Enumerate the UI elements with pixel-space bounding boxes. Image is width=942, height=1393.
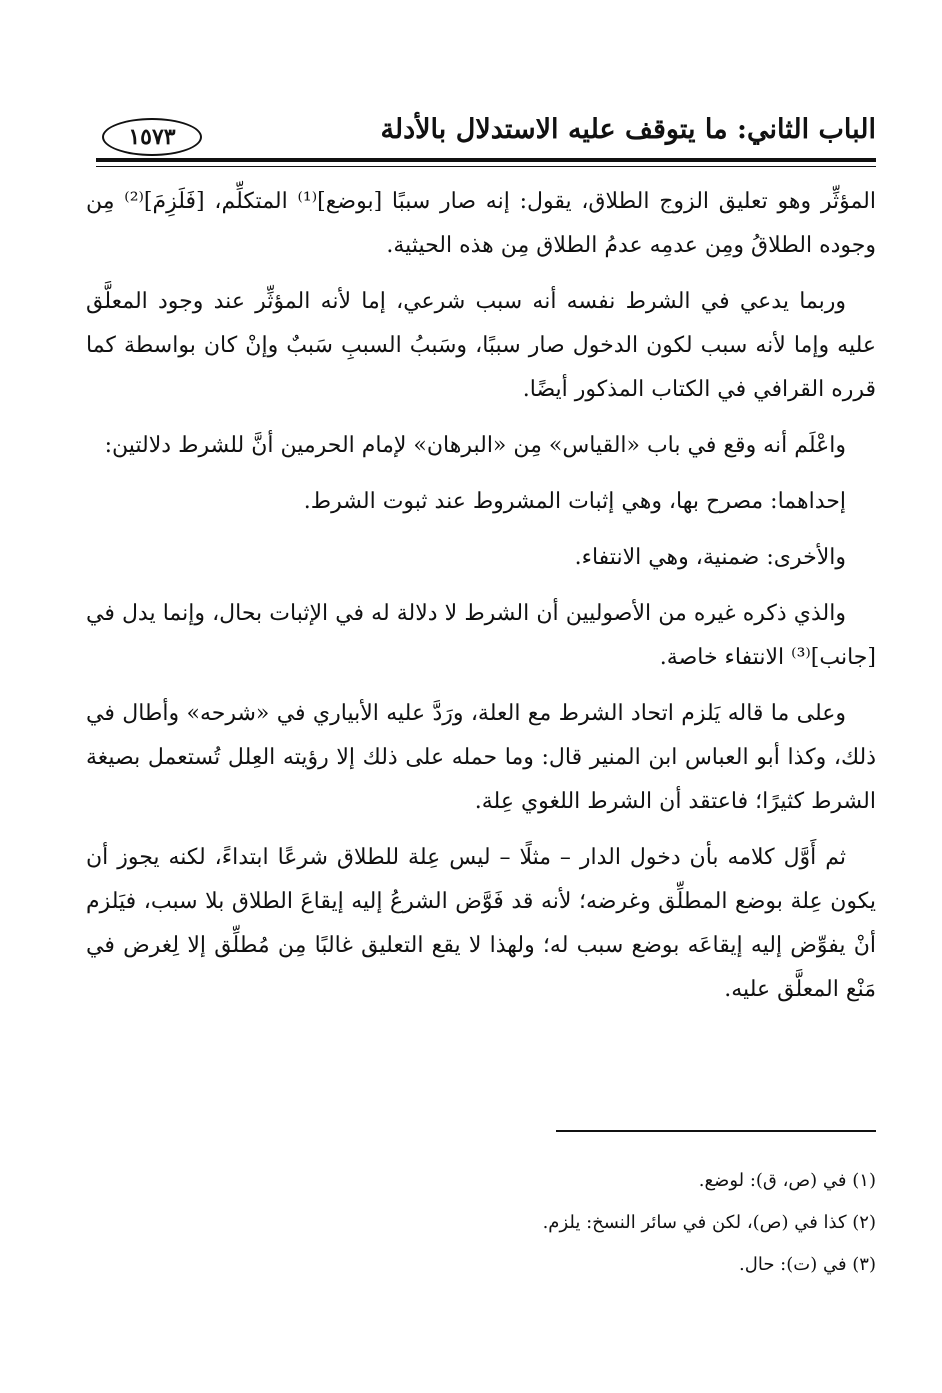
header-rule-thin: [96, 166, 876, 167]
paragraph: والأخرى: ضمنية، وهي الانتفاء.: [574, 545, 846, 570]
paragraph: واعْلَم أنه وقع في باب «القياس» مِن «البرهان» لإمام الحرمين أنَّ للشرط دلالتين:: [104, 433, 846, 458]
main-text: [86, 180, 876, 1024]
paragraph: إحداهما: مصرح بها، وهي إثبات المشروط عند ثبوت الشرط.: [303, 489, 846, 514]
paragraph: ثم أَوَّل كلامه بأن دخول الدار – مثلًا – ليس عِلة للطلاق شرعًا ابتداءً، لكنه يجوز أن يكون عِلة بوضع المطلِّق وغرضه؛ لأنه قد فَوَّض الشرعُ إليه إيقاعَ الطلاق بلا سبب، فيَلزم أنْ يفوِّض إليه إيقاعَه بوضع سبب له؛ ولهذا لا يقع التعليق غالبًا مِن مُطلِّق إلا لِغرض في مَنْع المعلَّق عليه.: [86, 845, 876, 1002]
running-title: الباب الثاني: ما يتوقف عليه الاستدلال بالأدلة: [380, 114, 876, 145]
footnotes: [86, 1162, 876, 1288]
footnote: (٢) كذا في (ص)، لكن في سائر النسخ: يلزم.: [542, 1212, 876, 1233]
paragraph: وعلى ما قاله يَلزم اتحاد الشرط مع العلة، ورَدَّ عليه الأبياري في «شرحه» وأطال في ذلك، وكذا أبو العباس ابن المنير قال: وما حمله على ذلك إلا رؤيته العِلل تُستعمل بصيغة الشرط كثيرًا؛ فاعتقد أن الشرط اللغوي عِلة.: [86, 701, 876, 814]
header-rule: [96, 158, 876, 162]
page-number: ١٥٧٣: [102, 118, 202, 156]
footnote-separator: [556, 1130, 876, 1132]
footnote: (٣) في (ت): حال.: [739, 1254, 876, 1275]
paragraph: المؤثِّر وهو تعليق الزوج الطلاق، يقول: إنه صار سببًا [بوضع]⁽¹⁾ المتكلِّم، [فَلَزِمَ]⁽²⁾ مِن وجوده الطلاقُ ومِن عدمِه عدمُ الطلاق مِن هذه الحيثية.: [86, 189, 876, 258]
footnote: (١) في (ص، ق): لوضع.: [698, 1170, 876, 1191]
paragraph: والذي ذكره غيره من الأصوليين أن الشرط لا دلالة له في الإثبات بحال، وإنما يدل في [جانب]⁽³⁾ الانتفاء خاصة.: [86, 601, 876, 670]
paragraph: وربما يدعي في الشرط نفسه أنه سبب شرعي، إما لأنه المؤثِّر عند وجود المعلَّق عليه وإما لأنه سبب لكون الدخول صار سببًا، وسَببُ السببِ سَببٌ وإنْ كان بواسطة كما قرره القرافي في الكتاب المذكور أيضًا.: [86, 289, 876, 402]
